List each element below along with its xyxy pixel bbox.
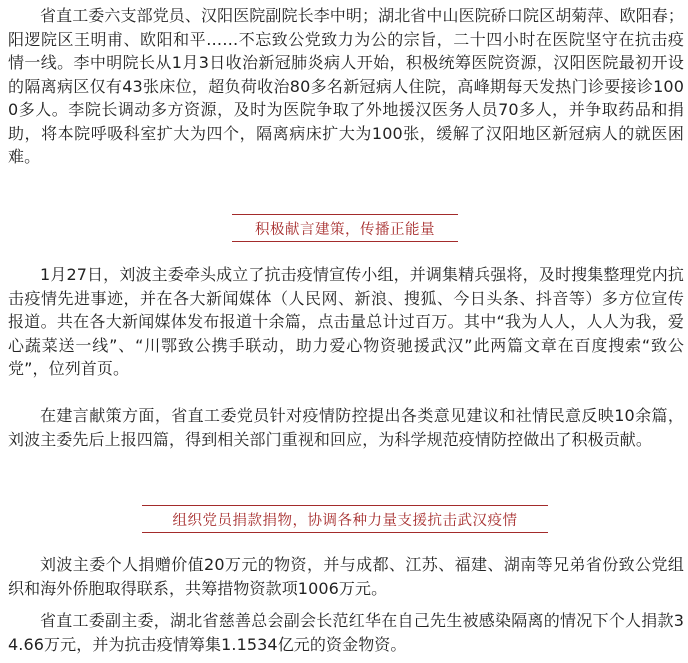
paragraph-personal-donation: 刘波主委个人捐赠价值20万元的物资，并与成都、江苏、福建、湖南等兄弟省份致公党组织和海外侨胞取得联系，共筹措物资款项1006万元。	[8, 555, 684, 598]
section-heading-donations-text: 组织党员捐款捐物，协调各种力量支援抗击武汉疫情	[172, 512, 518, 529]
section-heading-advice	[232, 214, 458, 242]
section-heading-donations	[142, 505, 548, 533]
paragraph-fundraising: 省直工委副主委，湖北省慈善总会副会长范红华在自己先生被感染隔离的情况下个人捐款34.66万元，并为抗击疫情筹集1.1534亿元的资金物资。	[8, 611, 684, 654]
section-heading-advice-text: 积极献言建策，传播正能量	[255, 221, 435, 238]
paragraph-suggestions: 在建言献策方面，省直工委党员针对疫情防控提出各类意见建议和社情民意反映10余篇，刘波主委先后上报四篇，得到相关部门重视和回应，为科学规范疫情防控做出了积极贡献。	[8, 406, 684, 449]
paragraph-medical-staff: 省直工委六支部党员、汉阳医院副院长李中明；湖北省中山医院硚口院区胡菊萍、欧阳春；阳逻院区王明甫、欧阳和平……不忘致公党致力为公的宗旨，二十四小时在医院坚守在抗击疫情一线。李中明院长从1月3日收治新冠肺炎病人开始，积极统筹医院资源，汉阳医院最初开设的隔离病区仅有43张床位，超负荷收治80多名新冠病人住院，高峰期每天发热门诊要接诊1000多人。李院长调动多方资源，及时为医院争取了外地援汉医务人员70多人，并争取药品和捐助，将本院呼吸科室扩大为四个，隔离病床扩大为100张，缓解了汉阳地区新冠病人的就医困难。	[8, 6, 685, 166]
paragraph-publicity: 1月27日，刘波主委牵头成立了抗击疫情宣传小组，并调集精兵强将，及时搜集整理党内抗击疫情先进事迹，并在各大新闻媒体（人民网、新浪、搜狐、今日头条、抖音等）多方位宣传报道。共在各大新闻媒体发布报道十余篇，点击量总计过百万。其中“我为人人，人人为我，爱心蔬菜送一线”、“川鄂致公携手联动，助力爱心物资驰援武汉”此两篇文章在百度搜索“致公党”，位列首页。	[8, 265, 684, 378]
